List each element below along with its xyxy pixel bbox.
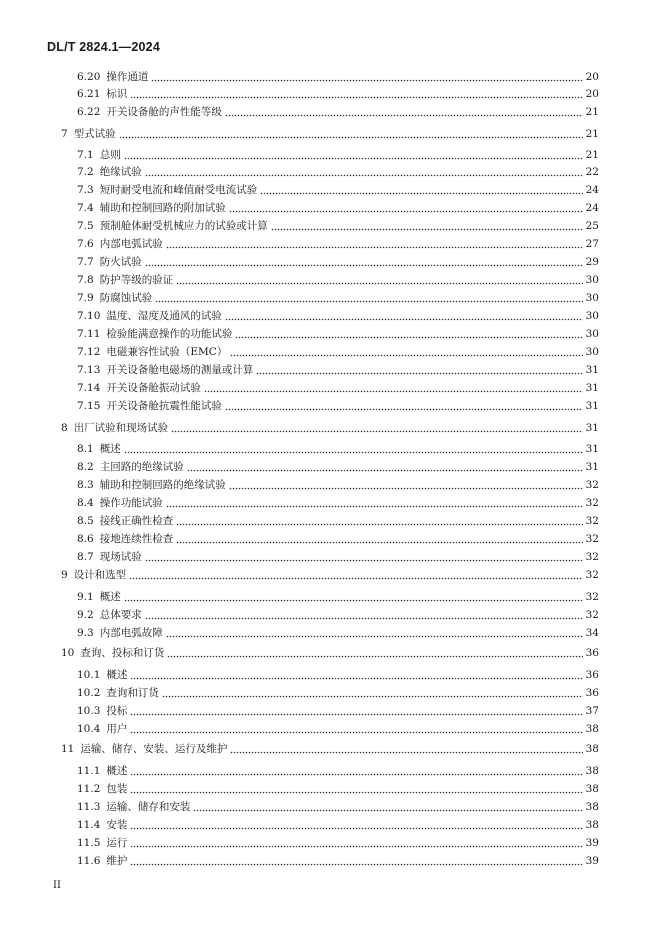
toc-chapter-entry[interactable]	[61, 646, 599, 660]
toc-entry-number: 7.3	[77, 184, 94, 196]
toc-entry-page: 20	[585, 88, 599, 100]
toc-entry-page: 30	[585, 274, 599, 286]
toc-section-entry[interactable]	[77, 399, 599, 413]
toc-entry-number: 7.6	[77, 238, 94, 250]
toc-section-entry[interactable]	[77, 686, 599, 700]
toc-entry-page: 30	[585, 346, 599, 358]
toc-dot-leader	[166, 237, 583, 249]
toc-entry-number: 9	[61, 569, 68, 581]
toc-section-entry[interactable]	[77, 70, 599, 84]
toc-entry-number: 6.21	[77, 88, 101, 100]
toc-section-entry[interactable]	[77, 478, 599, 492]
page-number: II	[53, 880, 61, 891]
toc-entry-number: 7.10	[77, 310, 101, 322]
toc-entry-page: 27	[585, 238, 599, 250]
toc-entry-title: 出厂试验和现场试验	[73, 422, 169, 434]
toc-entry-page: 21	[585, 106, 599, 118]
toc-section-entry[interactable]	[77, 590, 599, 604]
toc-entry-number: 7.15	[77, 400, 101, 412]
toc-entry-number: 8.5	[77, 515, 94, 527]
toc-entry-page: 32	[585, 591, 599, 603]
toc-section-entry[interactable]	[77, 722, 599, 736]
toc-entry-page: 38	[585, 801, 599, 813]
toc-dot-leader	[167, 646, 582, 658]
toc-entry-title: 运输、储存和安装	[106, 801, 191, 813]
toc-entry-title: 防护等级的验证	[99, 274, 174, 286]
toc-entry-page: 32	[585, 551, 599, 563]
toc-entry-number: 7.12	[77, 346, 101, 358]
toc-entry-number: 8.6	[77, 533, 94, 545]
toc-entry-page: 38	[585, 783, 599, 795]
toc-entry-number: 11.3	[77, 801, 101, 813]
toc-entry-page: 39	[585, 855, 599, 867]
toc-dot-leader	[235, 327, 582, 339]
toc-entry-number: 11.2	[77, 783, 101, 795]
toc-entry-title: 辅助和控制回路的附加试验	[99, 202, 226, 214]
toc-dot-leader	[256, 363, 582, 375]
toc-dot-leader	[129, 568, 582, 580]
toc-entry-page: 32	[585, 497, 599, 509]
toc-entry-title: 总体要求	[99, 609, 142, 621]
toc-dot-leader	[119, 127, 583, 139]
toc-entry-number: 9.1	[77, 591, 94, 603]
toc-entry-page: 32	[585, 569, 599, 581]
toc-entry-number: 11	[61, 743, 75, 755]
toc-dot-leader	[145, 608, 583, 620]
toc-entry-number: 7.2	[77, 166, 94, 178]
toc-entry-page: 20	[585, 71, 599, 83]
toc-entry-number: 8.3	[77, 479, 94, 491]
toc-section-entry[interactable]	[77, 255, 599, 269]
toc-entry-number: 6.20	[77, 71, 101, 83]
toc-entry-title: 开关设备舱抗震性能试验	[106, 400, 222, 412]
toc-dot-leader	[260, 183, 582, 195]
toc-entry-page: 31	[585, 400, 599, 412]
toc-dot-leader	[130, 87, 582, 99]
toc-section-entry[interactable]	[77, 668, 599, 682]
toc-entry-number: 11.4	[77, 819, 101, 831]
toc-dot-leader	[187, 460, 583, 472]
toc-section-entry[interactable]	[77, 345, 599, 359]
toc-section-entry[interactable]	[77, 764, 599, 778]
toc-entry-number: 8.1	[77, 443, 94, 455]
toc-entry-page: 37	[585, 705, 599, 717]
toc-entry-page: 32	[585, 533, 599, 545]
toc-dot-leader	[145, 165, 583, 177]
toc-section-entry[interactable]	[77, 608, 599, 622]
toc-entry-title: 短时耐受电流和峰值耐受电流试验	[99, 184, 258, 196]
toc-section-entry[interactable]	[77, 309, 599, 323]
toc-entry-number: 7.4	[77, 202, 94, 214]
toc-dot-leader	[130, 818, 582, 830]
toc-section-entry[interactable]	[77, 381, 599, 395]
toc-entry-page: 36	[585, 669, 599, 681]
toc-entry-number: 7.5	[77, 220, 94, 232]
toc-chapter-entry[interactable]	[61, 568, 599, 582]
document-code-header: DL/T 2824.1—2024	[47, 40, 160, 54]
toc-dot-leader	[225, 399, 583, 411]
toc-entry-page: 30	[585, 310, 599, 322]
toc-dot-leader	[229, 201, 583, 213]
toc-entry-number: 6.22	[77, 106, 101, 118]
toc-entry-title: 开关设备舱电磁场的测量或计算	[106, 364, 254, 376]
toc-dot-leader	[130, 854, 582, 866]
toc-entry-title: 开关设备舱振动试验	[106, 382, 201, 394]
toc-section-entry[interactable]	[77, 704, 599, 718]
toc-dot-leader	[193, 800, 582, 812]
toc-entry-number: 9.3	[77, 627, 94, 639]
toc-entry-title: 温度、湿度及通风的试验	[106, 310, 222, 322]
toc-dot-leader	[130, 764, 582, 776]
toc-entry-page: 31	[585, 443, 599, 455]
toc-entry-number: 10.4	[77, 723, 101, 735]
toc-entry-number: 8.7	[77, 551, 94, 563]
toc-entry-page: 30	[585, 292, 599, 304]
toc-entry-number: 7.13	[77, 364, 101, 376]
toc-entry-page: 21	[585, 149, 599, 161]
toc-dot-leader	[124, 148, 583, 160]
toc-entry-page: 38	[585, 723, 599, 735]
toc-entry-title: 用户	[106, 723, 128, 735]
toc-dot-leader	[176, 273, 582, 285]
toc-section-entry[interactable]	[77, 237, 599, 251]
toc-dot-leader	[130, 782, 582, 794]
toc-section-entry[interactable]	[77, 626, 599, 640]
toc-section-entry[interactable]	[77, 183, 599, 197]
toc-section-entry[interactable]	[77, 532, 599, 546]
toc-entry-number: 10.2	[77, 687, 101, 699]
toc-section-entry[interactable]	[77, 800, 599, 814]
toc-chapter-entry[interactable]	[61, 742, 599, 756]
toc-dot-leader	[124, 442, 583, 454]
toc-entry-title: 型式试验	[73, 128, 116, 140]
toc-entry-title: 现场试验	[99, 551, 142, 563]
toc-dot-leader	[166, 496, 583, 508]
toc-dot-leader	[130, 668, 582, 680]
toc-entry-title: 防火试验	[99, 256, 142, 268]
toc-entry-title: 包装	[106, 783, 128, 795]
toc-entry-number: 7.8	[77, 274, 94, 286]
toc-entry-number: 11.6	[77, 855, 101, 867]
toc-dot-leader	[145, 255, 583, 267]
toc-dot-leader	[176, 532, 582, 544]
toc-entry-page: 31	[585, 364, 599, 376]
toc-entry-page: 38	[585, 765, 599, 777]
toc-entry-page: 22	[585, 166, 599, 178]
toc-entry-title: 操作功能试验	[99, 497, 163, 509]
toc-entry-page: 38	[585, 819, 599, 831]
toc-entry-title: 辅助和控制回路的绝缘试验	[99, 479, 226, 491]
toc-entry-page: 38	[585, 743, 599, 755]
toc-entry-number: 7.11	[77, 328, 101, 340]
toc-section-entry[interactable]	[77, 460, 599, 474]
toc-entry-title: 维护	[106, 855, 128, 867]
toc-entry-number: 10.3	[77, 705, 101, 717]
toc-section-entry[interactable]	[77, 327, 599, 341]
toc-entry-title: 查询和订货	[106, 687, 159, 699]
toc-entry-page: 34	[585, 627, 599, 639]
toc-entry-page: 21	[585, 128, 599, 140]
toc-section-entry[interactable]	[77, 782, 599, 796]
toc-section-entry[interactable]	[77, 442, 599, 456]
toc-entry-page: 31	[585, 382, 599, 394]
toc-entry-page: 39	[585, 837, 599, 849]
toc-entry-title: 查询、投标和订货	[80, 647, 165, 659]
toc-section-entry[interactable]	[77, 363, 599, 377]
toc-entry-page: 24	[585, 184, 599, 196]
toc-section-entry[interactable]	[77, 165, 599, 179]
toc-dot-leader	[225, 105, 583, 117]
toc-entry-title: 主回路的绝缘试验	[99, 461, 184, 473]
toc-entry-page: 32	[585, 609, 599, 621]
toc-dot-leader	[145, 550, 583, 562]
toc-entry-title: 安装	[106, 819, 128, 831]
toc-entry-title: 电磁兼容性试验（EMC）	[106, 346, 228, 358]
toc-dot-leader	[155, 291, 582, 303]
toc-dot-leader	[151, 70, 582, 82]
toc-entry-title: 设计和选型	[73, 569, 127, 581]
toc-entry-title: 概述	[106, 765, 128, 777]
toc-dot-leader	[166, 626, 583, 638]
toc-entry-title: 预制舱体耐受机械应力的试验或计算	[99, 220, 268, 232]
toc-section-entry[interactable]	[77, 514, 599, 528]
toc-entry-title: 内部电弧故障	[99, 627, 163, 639]
toc-entry-number: 8	[61, 422, 68, 434]
toc-section-entry[interactable]	[77, 273, 599, 287]
toc-dot-leader	[204, 381, 583, 393]
toc-entry-page: 29	[585, 256, 599, 268]
toc-dot-leader	[230, 345, 582, 357]
toc-dot-leader	[176, 514, 582, 526]
toc-entry-title: 投标	[106, 705, 128, 717]
toc-entry-title: 绝缘试验	[99, 166, 142, 178]
toc-entry-number: 11.1	[77, 765, 101, 777]
toc-section-entry[interactable]	[77, 818, 599, 832]
toc-chapter-entry[interactable]	[61, 127, 599, 141]
toc-entry-title: 接地连续性检查	[99, 533, 174, 545]
toc-entry-page: 31	[585, 422, 599, 434]
toc-section-entry[interactable]	[77, 201, 599, 215]
toc-entry-page: 36	[585, 647, 599, 659]
toc-dot-leader	[130, 836, 582, 848]
toc-entry-page: 31	[585, 461, 599, 473]
toc-dot-leader	[130, 704, 582, 716]
toc-dot-leader	[171, 421, 582, 433]
toc-entry-number: 10	[61, 647, 75, 659]
toc-entry-number: 7.1	[77, 149, 94, 161]
toc-entry-title: 内部电弧试验	[99, 238, 163, 250]
toc-entry-title: 防腐蚀试验	[99, 292, 153, 304]
toc-dot-leader	[124, 590, 583, 602]
toc-entry-number: 7.7	[77, 256, 94, 268]
toc-section-entry[interactable]	[77, 219, 599, 233]
toc-entry-page: 25	[585, 220, 599, 232]
toc-entry-title: 操作通道	[106, 71, 149, 83]
toc-entry-page: 36	[585, 687, 599, 699]
toc-entry-title: 运行	[106, 837, 128, 849]
toc-entry-title: 接线正确性检查	[99, 515, 174, 527]
toc-dot-leader	[271, 219, 583, 231]
toc-dot-leader	[225, 309, 583, 321]
toc-entry-number: 7.9	[77, 292, 94, 304]
toc-entry-page: 30	[585, 328, 599, 340]
toc-chapter-entry[interactable]	[61, 421, 599, 435]
toc-section-entry[interactable]	[77, 105, 599, 119]
toc-entry-number: 7	[61, 128, 68, 140]
toc-dot-leader	[230, 742, 582, 754]
toc-entry-title: 概述	[106, 669, 128, 681]
toc-entry-title: 开关设备舱的声性能等级	[106, 106, 222, 118]
toc-dot-leader	[229, 478, 583, 490]
toc-section-entry[interactable]	[77, 550, 599, 564]
toc-dot-leader	[162, 686, 583, 698]
toc-section-entry[interactable]	[77, 854, 599, 868]
toc-entry-page: 32	[585, 479, 599, 491]
toc-entry-title: 总则	[99, 149, 121, 161]
toc-entry-title: 标识	[106, 88, 128, 100]
toc-entry-number: 11.5	[77, 837, 101, 849]
toc-entry-number: 8.2	[77, 461, 94, 473]
toc-entry-number: 9.2	[77, 609, 94, 621]
toc-entry-title: 运输、储存、安装、运行及维护	[80, 743, 228, 755]
toc-entry-number: 7.14	[77, 382, 101, 394]
toc-section-entry[interactable]	[77, 836, 599, 850]
toc-entry-page: 24	[585, 202, 599, 214]
toc-section-entry[interactable]	[77, 87, 599, 101]
toc-entry-number: 8.4	[77, 497, 94, 509]
toc-entry-title: 概述	[99, 443, 121, 455]
toc-section-entry[interactable]	[77, 496, 599, 510]
toc-section-entry[interactable]	[77, 148, 599, 162]
toc-entry-number: 10.1	[77, 669, 101, 681]
toc-section-entry[interactable]	[77, 291, 599, 305]
toc-entry-title: 概述	[99, 591, 121, 603]
toc-entry-page: 32	[585, 515, 599, 527]
toc-entry-title: 检验能满意操作的功能试验	[106, 328, 233, 340]
toc-dot-leader	[130, 722, 582, 734]
